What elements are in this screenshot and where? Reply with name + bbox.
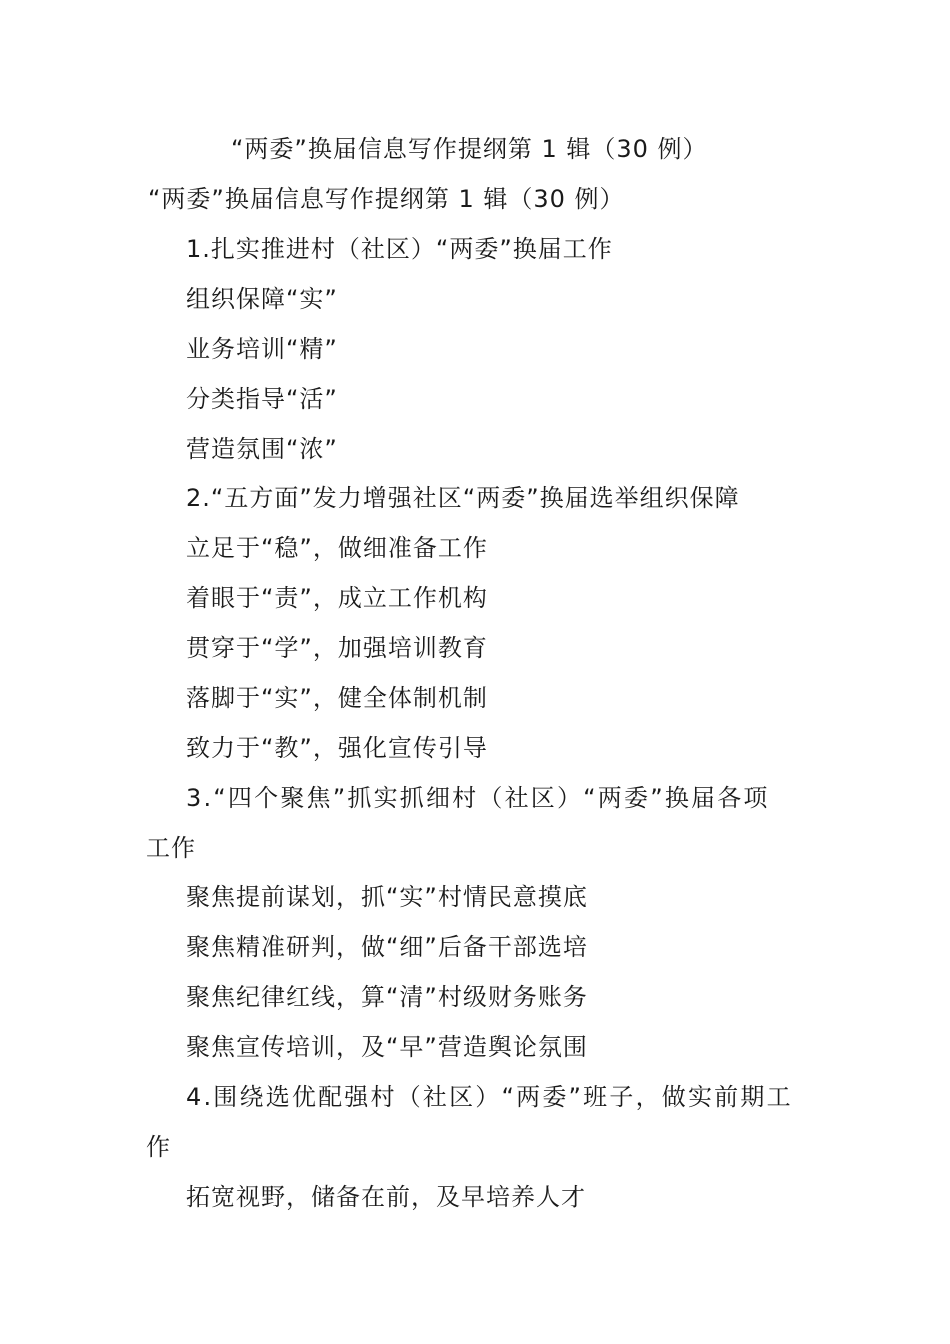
- outline-item: 聚焦提前谋划，抓“实”村情民意摸底: [186, 883, 588, 911]
- outline-item: 组织保障“实”: [186, 285, 338, 313]
- outline-item: 聚焦纪律红线，算“清”村级财务账务: [186, 983, 588, 1011]
- document-subtitle: “两委”换届信息写作提纲第 1 辑（30 例）: [148, 185, 625, 213]
- outline-item: 拓宽视野，储备在前，及早培养人才: [186, 1183, 586, 1211]
- outline-item: 分类指导“活”: [186, 385, 338, 413]
- section-heading-continuation: 作: [146, 1133, 171, 1161]
- section-heading: 2.“五方面”发力增强社区“两委”换届选举组织保障: [186, 484, 740, 512]
- section-heading: 4.围绕选优配强村（社区）“两委”班子，做实前期工: [186, 1083, 793, 1111]
- outline-item: 立足于“稳”，做细准备工作: [186, 534, 488, 562]
- document-title: “两委”换届信息写作提纲第 1 辑（30 例）: [231, 135, 708, 163]
- section-heading: 3.“四个聚焦”抓实抓细村（社区）“两委”换届各项: [186, 784, 770, 812]
- outline-item: 聚焦精准研判，做“细”后备干部选培: [186, 933, 588, 961]
- outline-item: 致力于“教”，强化宣传引导: [186, 734, 488, 762]
- outline-item: 业务培训“精”: [186, 335, 338, 363]
- section-heading: 1.扎实推进村（社区）“两委”换届工作: [186, 235, 613, 263]
- outline-item: 落脚于“实”，健全体制机制: [186, 684, 488, 712]
- outline-item: 贯穿于“学”，加强培训教育: [186, 634, 488, 662]
- outline-item: 营造氛围“浓”: [186, 435, 338, 463]
- section-heading-continuation: 工作: [146, 834, 196, 862]
- outline-item: 聚焦宣传培训，及“早”营造舆论氛围: [186, 1033, 588, 1061]
- outline-item: 着眼于“责”，成立工作机构: [186, 584, 488, 612]
